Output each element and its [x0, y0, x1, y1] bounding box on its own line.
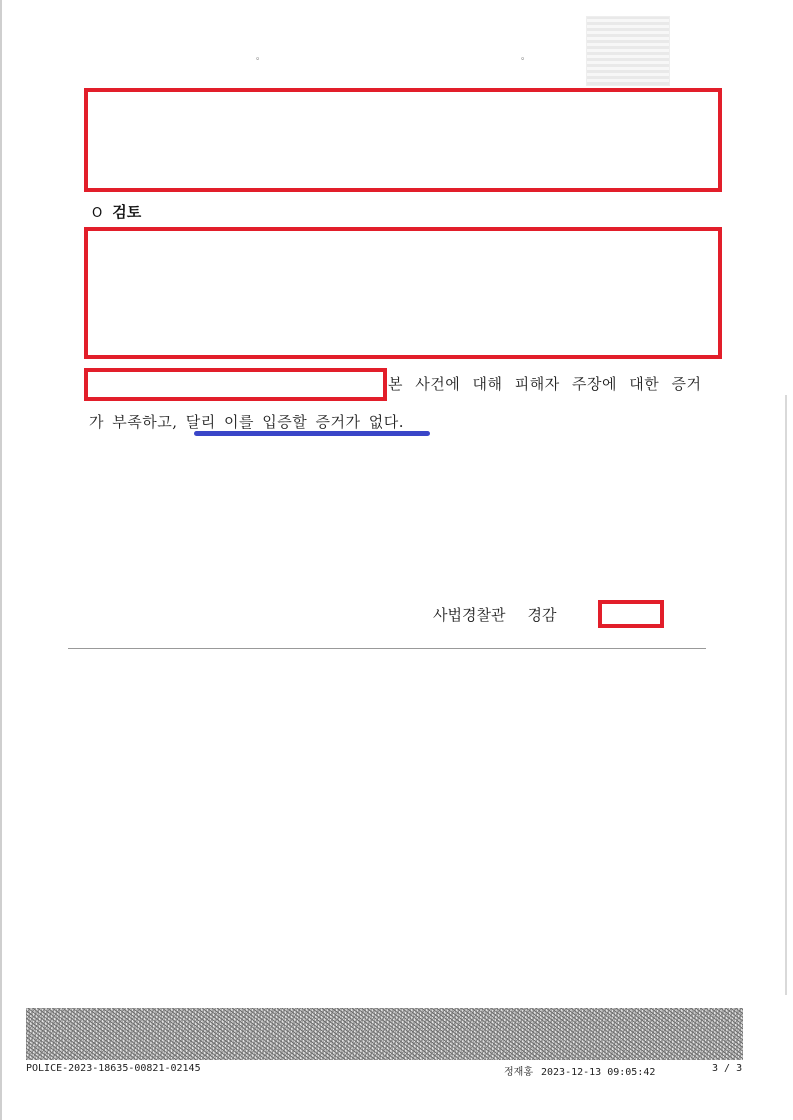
header-mark: 。 [256, 52, 266, 62]
highlighted-phrase: 달리 이를 입증할 증거가 없다 [185, 413, 399, 431]
security-stamp [586, 16, 670, 86]
header-mark: 。 [521, 52, 531, 62]
body-text-prefix: 가 부족하고, [89, 413, 186, 431]
review-bullet: O [92, 206, 103, 221]
body-text-suffix: . [398, 413, 405, 431]
scan-edge [785, 395, 787, 995]
officer-title: 사법경찰관 [433, 606, 506, 624]
redaction-box [84, 88, 722, 192]
redaction-box [598, 600, 664, 628]
page-number: 3 / 3 [712, 1063, 743, 1074]
document-id: POLICE-2023-18635-00821-02145 [26, 1063, 201, 1074]
review-heading [92, 201, 141, 222]
officer-signature [433, 604, 556, 625]
print-timestamp: 2023-12-13 09:05:42 [540, 1067, 656, 1078]
scan-edge [0, 0, 2, 1120]
redaction-box [84, 227, 722, 359]
scan-noise-band [26, 1008, 743, 1060]
review-title: 검토 [112, 203, 142, 221]
body-text-line: 본 사건에 대해 피해자 주장에 대한 증거 [388, 375, 702, 393]
printed-by: 정재홍 [504, 1067, 533, 1078]
body-text-line [89, 411, 404, 432]
officer-rank: 경감 [527, 606, 557, 624]
redaction-box [84, 368, 387, 401]
divider-line [68, 648, 706, 649]
pen-underline [194, 431, 430, 436]
print-info [504, 1063, 655, 1078]
